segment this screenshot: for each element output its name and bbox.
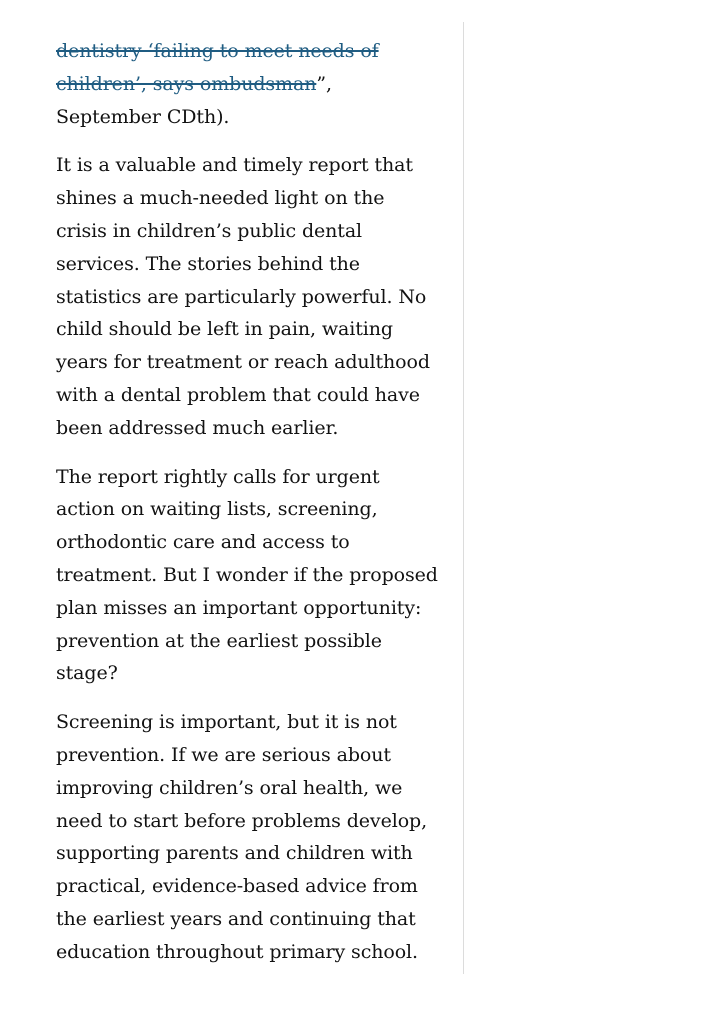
article-body <box>56 35 438 985</box>
column-divider <box>463 22 464 974</box>
article-intro-paragraph <box>56 35 438 133</box>
article-paragraph-3: Screening is important, but it is not prevention. If we are serious about improving children’s oral health, we need to start before problems develop, supporting parents and children with practical, evidence-based advice from the earliest years and continuing that education throughout primary school. <box>56 711 428 963</box>
article-paragraph-2: The report rightly calls for urgent action on waiting lists, screening, orthodontic care and access to treatment. But I wonder if the proposed plan misses an important opportunity: prevention at the earliest possible stage? <box>56 465 438 685</box>
article-intro-date: ”, September CDth). <box>56 72 332 128</box>
article-paragraph-1: It is a valuable and timely report that shines a much-needed light on the crisis in children’s public dental services. The stories behind the statistics are particularly powerful. No child should be left in pain, waiting years for treatment or reach adulthood with a dental problem that could have been addressed much earlier. <box>56 154 430 439</box>
article-source-link[interactable]: dentistry ‘failing to meet needs of children’, says ombudsman <box>56 40 379 95</box>
